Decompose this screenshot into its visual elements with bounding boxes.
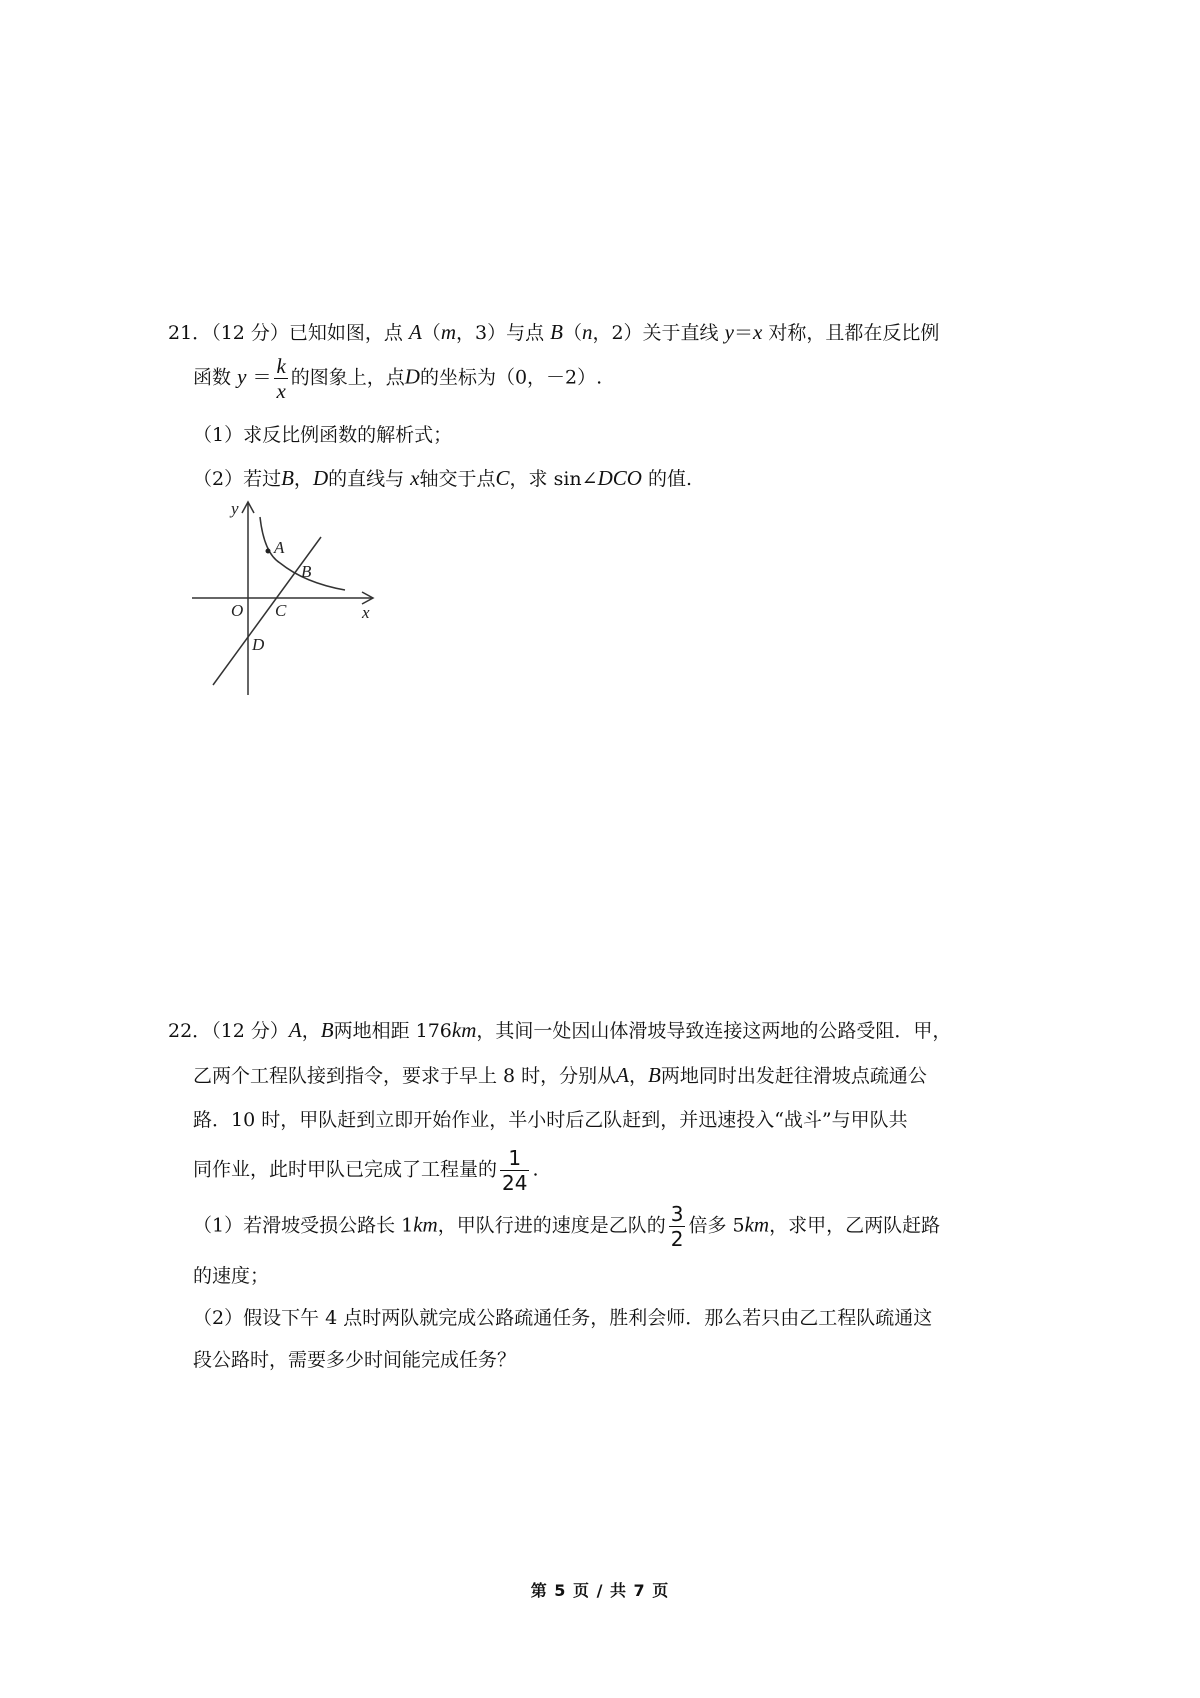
fraction-numerator: 1 xyxy=(500,1146,529,1171)
fraction-k-over-x xyxy=(274,354,287,403)
fraction-denominator: 24 xyxy=(502,1171,528,1195)
q22-text: 同作业，此时甲队已完成了工程量的 xyxy=(193,1158,498,1181)
q22-text: （2）假设下午 4 点时两队就完成公路疏通任务，胜利会师．那么若只由乙工程队疏通这 xyxy=(193,1307,933,1329)
q22-text: 的速度； xyxy=(193,1265,270,1287)
var-n: n xyxy=(581,320,593,344)
equals-sign: ＝ xyxy=(733,322,753,344)
q22-text: ，甲队行进的速度是乙队的 xyxy=(437,1214,666,1237)
page-footer: 第 5 页 / 共 7 页 xyxy=(530,1581,670,1600)
q21-text: 的值. xyxy=(647,468,692,490)
q21-text: 函数 xyxy=(193,366,232,389)
q21-text: （ xyxy=(421,322,441,344)
q21-part-1-text: （1）求反比例函数的解析式； xyxy=(193,424,453,446)
point-d: D xyxy=(404,364,420,389)
var-m: m xyxy=(440,320,456,344)
q21-number: 21． xyxy=(168,322,212,344)
q22-part-2 xyxy=(193,1304,932,1332)
point-b: B xyxy=(281,466,294,490)
fraction-numerator: 3 xyxy=(670,1202,684,1226)
q22-score: （12 分） xyxy=(211,1020,289,1042)
q21-text: （2）若过 xyxy=(193,468,282,490)
q22-text: 两地相距 176 xyxy=(333,1020,452,1042)
fraction-1-over-24 xyxy=(500,1146,529,1195)
place-b: B xyxy=(320,1018,334,1042)
q21-text: 的坐标为（0，－2）. xyxy=(419,366,603,389)
q21-text: （ xyxy=(562,322,582,344)
place-b: B xyxy=(648,1063,661,1087)
var-y: y xyxy=(237,364,247,389)
label-x: x xyxy=(362,603,370,622)
q22-line-1 xyxy=(168,1016,951,1045)
label-c: C xyxy=(275,601,287,620)
q22-part-1-cont xyxy=(193,1262,269,1290)
unit-km: km xyxy=(413,1212,438,1237)
q21-text: 的图象上，点 xyxy=(290,366,405,389)
place-a: A xyxy=(288,1018,302,1042)
q21-score: （12 分） xyxy=(211,322,289,344)
label-o: O xyxy=(231,601,244,620)
q21-text: ，2）关于直线 xyxy=(592,322,719,344)
q21-text: 的直线与 xyxy=(328,468,405,490)
q22-text: 路．10 时，甲队赶到立即开始作业，半小时后乙队赶到，并迅速投入“战斗”与甲队共 xyxy=(193,1109,908,1131)
q22-number: 22． xyxy=(168,1020,212,1042)
q22-line-3 xyxy=(193,1106,908,1134)
q22-text: ，求甲，乙两队赶路 xyxy=(769,1214,941,1237)
q21-line-1 xyxy=(168,318,939,347)
point-b: B xyxy=(550,320,563,344)
unit-km: km xyxy=(451,1018,477,1042)
q22-text: ， xyxy=(629,1065,649,1087)
q21-text: ，3）与点 xyxy=(455,322,545,344)
fraction-numerator: k xyxy=(276,354,286,378)
q22-text: ， xyxy=(301,1020,321,1042)
q21-text: ，求 sin∠ xyxy=(509,468,598,490)
q21-text: 对称，且都在反比例 xyxy=(768,322,940,344)
label-d: D xyxy=(252,635,265,654)
angle-dco: DCO xyxy=(597,466,642,490)
q22-text: ，其间一处因山体滑坡导致连接这两地的公路受阻．甲， xyxy=(476,1020,952,1042)
q22-line-4 xyxy=(193,1146,539,1195)
q22-text: 段公路时，需要多少时间能完成任务？ xyxy=(193,1349,517,1371)
q21-figure xyxy=(180,495,400,705)
q21-part-2 xyxy=(193,464,692,493)
equals-sign: ＝ xyxy=(252,366,272,389)
q21-line-2 xyxy=(193,354,602,403)
label-b: B xyxy=(301,562,312,581)
q22-text: . xyxy=(532,1158,539,1181)
var-x: x xyxy=(752,320,763,344)
label-y: y xyxy=(231,499,239,518)
line-bd xyxy=(213,537,321,685)
fraction-3-over-2 xyxy=(669,1202,686,1251)
q22-text: 乙两个工程队接到指令，要求于早上 8 时，分别从 xyxy=(193,1065,617,1087)
q22-part-1 xyxy=(193,1202,940,1251)
label-a: A xyxy=(274,538,285,557)
q22-line-2 xyxy=(193,1061,927,1090)
q21-part-1 xyxy=(193,421,452,449)
unit-km: km xyxy=(744,1212,770,1237)
place-a: A xyxy=(616,1063,629,1087)
q22-text: 两地同时出发赶往滑坡点疏通公 xyxy=(660,1065,927,1087)
q21-text: 已知如图，点 xyxy=(288,322,403,344)
var-x: x xyxy=(410,466,420,490)
q21-text: 轴交于点 xyxy=(419,468,496,490)
q22-text: 倍多 5 xyxy=(688,1214,745,1237)
fraction-denominator: 2 xyxy=(670,1227,684,1251)
point-d: D xyxy=(312,466,329,490)
fraction-denominator: x xyxy=(276,379,286,403)
point-c: C xyxy=(495,466,510,490)
point-a-dot xyxy=(266,549,271,554)
point-a: A xyxy=(408,320,422,344)
q21-text: ， xyxy=(293,468,313,490)
q22-part-2-cont xyxy=(193,1346,516,1374)
var-y: y xyxy=(724,320,734,344)
q22-text: （1）若滑坡受损公路长 1 xyxy=(193,1214,414,1237)
